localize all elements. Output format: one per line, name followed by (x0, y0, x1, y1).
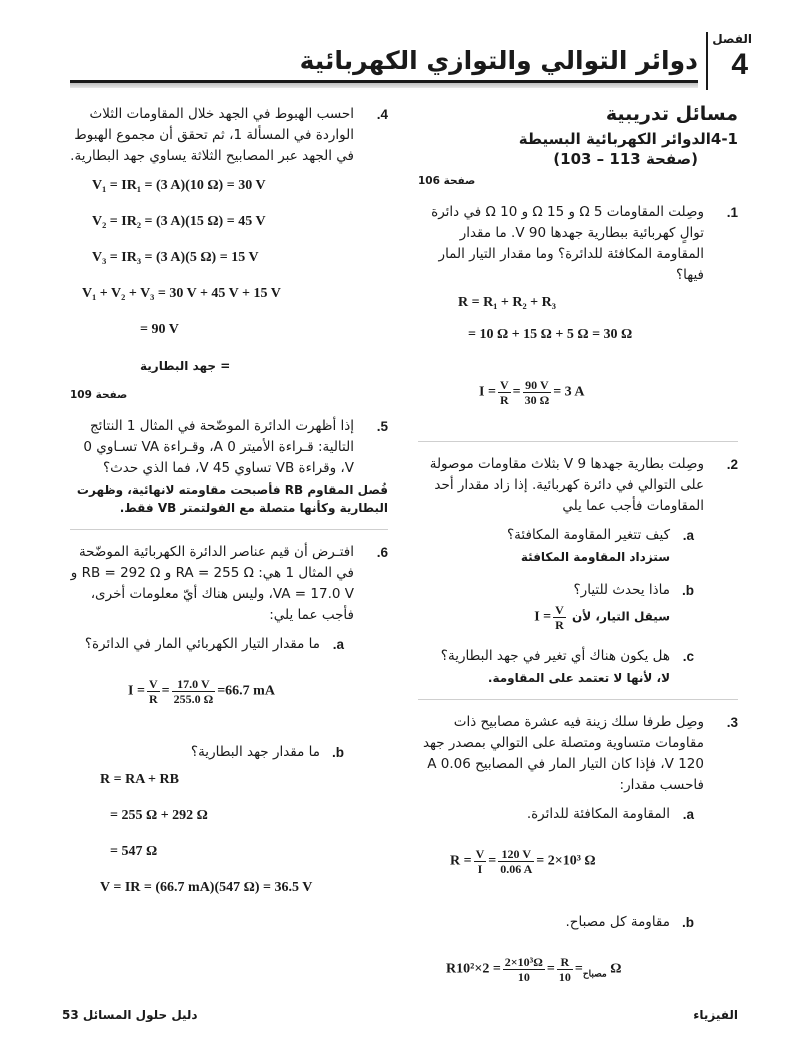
divider (418, 699, 738, 700)
fraction: $\frac{V}{R}$ (499, 378, 509, 407)
fraction: $\frac{R}{10}$ (558, 955, 571, 984)
question-text: وصِل طرفا سلك زينة فيه عشرة مصابيح ذات مقاومات متساوية ومتصلة على التوالي بمصدر جهد 120 V، فإذا كان التيار المار في المصابيح 0.06 A فاحسب مقدار: (422, 714, 704, 793)
equation: R = R₁ + R₂ + R₃ (458, 295, 556, 310)
eq-part: R (446, 961, 457, 977)
header-divider (706, 32, 708, 90)
answer: لا، لأنها لا تعتمد على المقاومة. (487, 671, 670, 685)
question-number: 1. (726, 205, 738, 220)
equation: = 255 Ω + 292 Ω (110, 808, 208, 823)
subquestion-c (418, 646, 704, 687)
question-text: احسب الهبوط في الجهد خلال المقاومات الثلاث الواردة في المسألة 1، ثم تحقق أن مجموع الهبوط في الجهد عبر المصابيح الثلاثة يساوي جهد البطارية. (70, 106, 354, 164)
left-column (70, 104, 388, 899)
subquestion-text: ماذا يحدث للتيار؟ (573, 582, 670, 598)
question-text: افتـرض أن قيم عناصر الدائرة الكهربائية الموضّحة في المثال 1 هي: RA = 255 Ω و RB = 292 Ω و VA = 17.0 V، وليس هناك أيّ معلومات أخرى، فأجب عما يلي: (70, 544, 354, 623)
subquestion-text: كيف تتغير المقاومة المكافئة؟ (507, 527, 670, 543)
eq-part: R = (450, 853, 472, 869)
equation: V₂ = IR₂ = (3 A)(15 Ω) = 45 V (92, 214, 266, 229)
equation: = جهد البطارية (140, 359, 231, 373)
answer: ستزداد المقاومة المكافئة (520, 550, 670, 564)
question-number: 6. (376, 545, 388, 560)
subquestion-letter: a. (682, 528, 694, 543)
eq-part: = 2×10³ Ω (536, 853, 596, 869)
question-number: 4. (376, 107, 388, 122)
equation (418, 933, 704, 1007)
subquestion-b (418, 580, 704, 632)
equation: = 90 V (140, 322, 179, 337)
eq-part: = (574, 961, 583, 977)
question-3 (418, 712, 738, 1007)
question-number: 5. (376, 419, 388, 434)
fraction: $\frac{17.0 V}{255.0 \Omega}$ (173, 677, 214, 706)
equation (418, 825, 670, 898)
eq-part: = (512, 384, 521, 400)
question-number: 3. (726, 715, 738, 730)
eq-part: =66.7 mA (217, 683, 275, 699)
fraction: $\frac{\text{2×10³Ω}}{10}$ (504, 955, 543, 984)
fraction: $\frac{V}{I}$ (475, 847, 485, 876)
question-4 (70, 104, 388, 377)
chapter-label: الفصل (712, 32, 752, 46)
chapter-title: دوائر التوالي والتوازي الكهربائية (299, 46, 698, 75)
fraction: $\frac{V}{R}$ (148, 677, 158, 706)
subquestion-letter: b. (681, 915, 694, 930)
eq-part: = (546, 961, 555, 977)
question-number: 2. (726, 457, 738, 472)
eq-subscript: مصباح (582, 968, 607, 979)
subquestion-text: هل يكون هناك أي تغير في جهد البطارية؟ (440, 648, 670, 664)
eq-part: I = (128, 683, 145, 699)
equation: R = RA + RB (100, 772, 179, 787)
subquestion-text: ما مقدار جهد البطارية؟ (190, 744, 320, 760)
question-5 (70, 416, 388, 517)
subquestion-text: ما مقدار التيار الكهربائي المار في الدائرة؟ (84, 636, 320, 652)
answer-text: سيقل التيار، لأن (572, 609, 670, 624)
divider (70, 529, 388, 530)
footer-guide-page: دليل حلول المسائل 53 (62, 1008, 198, 1022)
eq-part: = 2×10² Ω (456, 961, 622, 977)
equation: = 547 Ω (110, 844, 158, 859)
question-2 (418, 454, 738, 687)
eq-part: = (161, 683, 170, 699)
footer-subject: الفيزياء (693, 1008, 738, 1022)
subsection-title: 4-1الدوائر الكهربائية البسيطة (518, 130, 738, 148)
subquestion-a (418, 525, 704, 566)
question-text: وصِلت المقاومات Ω 5 و Ω 15 و Ω 10 في دائرة توالٍ كهربائية ببطارية جهدها 90 V. ما مقدار المقاومة المكافئة للدائرة؟ وما مقدار التيار المار فيها؟ (431, 204, 704, 283)
section-title: مسائل تدريبية (605, 103, 738, 125)
eq-part: I = (534, 609, 552, 625)
fraction: $\frac{90 V}{30 \Omega}$ (524, 378, 550, 407)
subquestion-letter: c. (682, 649, 694, 664)
chapter-header (60, 22, 760, 92)
subquestion-text: مقاومة كل مصباح. (565, 914, 670, 930)
equation: V₁ + V₂ + V₃ = 30 V + 45 V + 15 V (82, 286, 281, 301)
subquestion-letter: a. (682, 807, 694, 822)
equation: V₁ = IR₁ = (3 A)(10 Ω) = 30 V (92, 178, 266, 193)
chapter-number: 4 (731, 48, 748, 81)
question-text: إذا أظهرت الدائرة الموضّحة في المثال 1 النتائج التالية: قـراءة الأميتر 0 A، وقـراءة VA تسـاوي 0 V، وقراءة VB تساوي 45 V، فما الذي حدث؟ (83, 418, 354, 476)
answer: فُصل المقاوم RB فأصبحت مقاومته لانهائية، وظهرت البطارية وكأنها متصلة مع الفولتمتر VB فقط. (76, 483, 388, 515)
equation (534, 603, 568, 632)
divider (418, 441, 738, 442)
page-reference: صفحة 109 (70, 389, 128, 401)
header-rule (70, 80, 698, 88)
equation: V₃ = IR₃ = (3 A)(5 Ω) = 15 V (92, 250, 259, 265)
subquestion-letter: b. (681, 583, 694, 598)
subquestion-b (418, 912, 704, 1007)
question-1 (418, 202, 738, 429)
fraction: $\frac{120 V}{0.06 A}$ (500, 847, 533, 876)
equation (70, 655, 320, 728)
subsection-pages: (صفحة 113 – 103) (553, 150, 698, 168)
subquestion-a (418, 804, 704, 898)
right-column (418, 104, 738, 1007)
question-text: وصِلت بطارية جهدها 9 V بثلاث مقاومات موصولة على التوالي في دائرة كهربائية. إذا زاد مقدار أحد المقاومات فأجب عما يلي (429, 456, 704, 514)
eq-part: I = (479, 384, 496, 400)
eq-part: = 3 A (553, 384, 585, 400)
answer (418, 603, 670, 632)
subquestion-a (70, 634, 354, 728)
equation (418, 356, 704, 429)
question-6 (70, 542, 388, 899)
subquestion-letter: a. (332, 637, 344, 652)
subquestion-letter: b. (331, 745, 344, 760)
eq-part: = (488, 853, 497, 869)
fraction: $\frac{V}{R}$ (555, 603, 564, 632)
equation: = 10 Ω + 15 Ω + 5 Ω = 30 Ω (468, 327, 633, 342)
subquestion-b (70, 742, 354, 899)
equation: V = IR = (66.7 mA)(547 Ω) = 36.5 V (100, 880, 313, 895)
subquestion-text: المقاومة المكافئة للدائرة. (526, 806, 670, 822)
page-reference: صفحة 106 (418, 175, 476, 187)
